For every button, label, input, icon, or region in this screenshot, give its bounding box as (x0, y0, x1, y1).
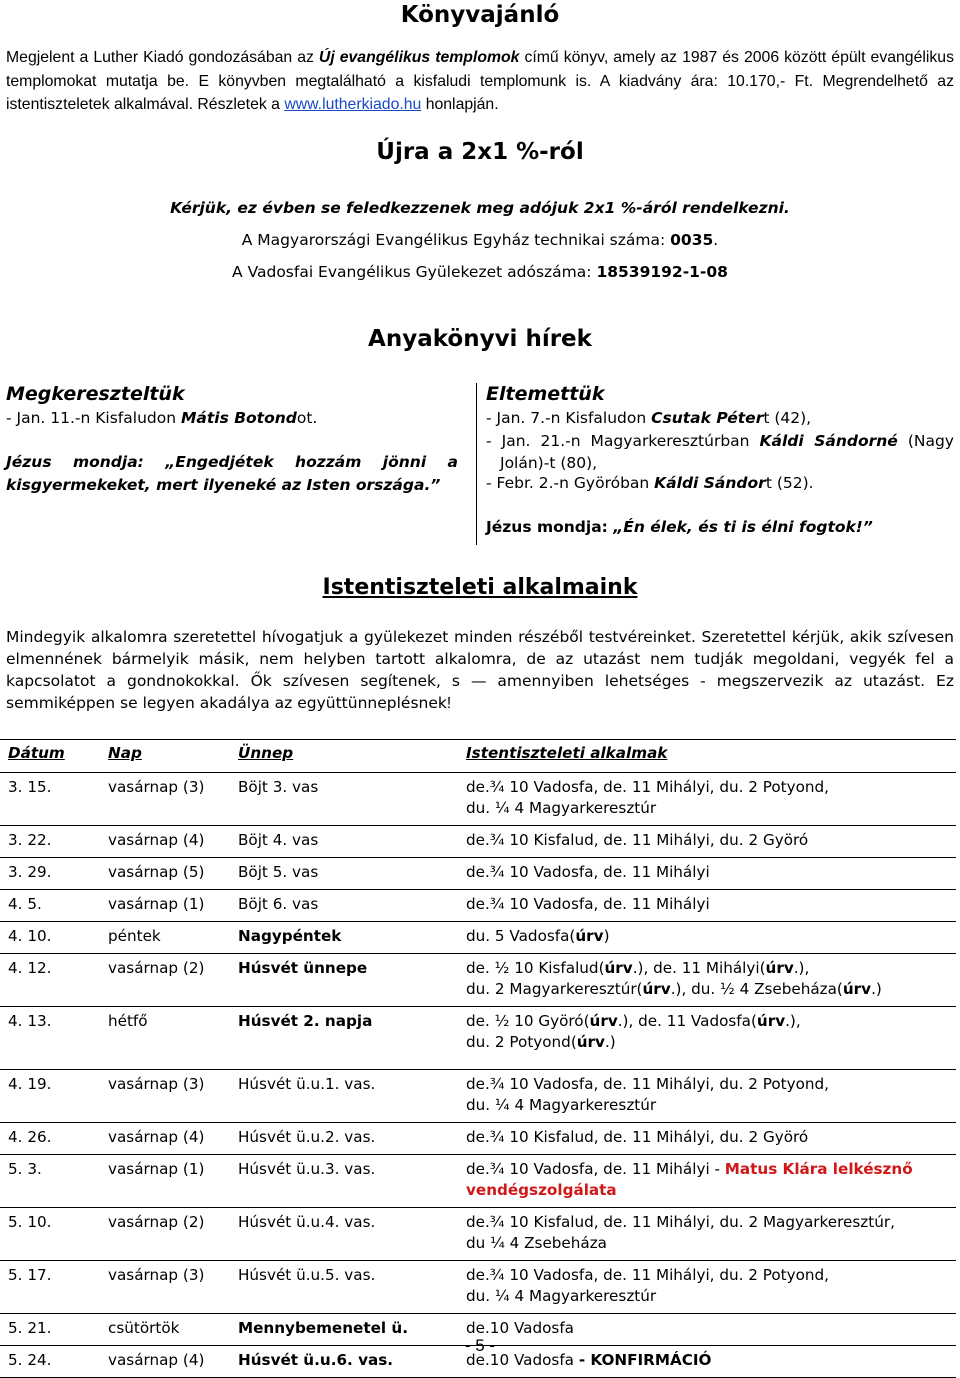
table-row: 5. 10. vasárnap (2) Húsvét ü.u.4. vas. de.¾ 10 Kisfalud, de. 11 Mihályi, du. 2 Magyarkeresztúr, du ¼ 4 Zsebeháza (0, 1208, 956, 1261)
book-paragraph (6, 46, 954, 117)
services-paragraph: Mindegyik alkalomra szeretettel hívogatjuk a gyülekezet minden részéből testvéreinket. Szeretettel kérjük, akik szívesen elmennének bármelyik másik, nem helyben tartott alkalomra, de az utazást nem tudják megoldani, vegyék fel a kapcsolatot a gondnokokkal. Ők szívesen segítenek, s — amennyiben lehetséges - megszervezik az utazást. Ez semmiképpen se legyen akadálya az együttünneplésnek! (6, 628, 954, 712)
header-feast: Ünnep (230, 740, 458, 773)
table-row: 5. 21. csütörtök Mennybemenetel ü. de.10 Vadosfa (0, 1314, 956, 1346)
table-row: 4. 26. vasárnap (4) Húsvét ü.u.2. vas. de.¾ 10 Kisfalud, de. 11 Mihályi, du. 2 Györó (0, 1123, 956, 1155)
book-section-title: Könyvajánló (400, 2, 560, 28)
buried-quote: Jézus mondja: „Én élek, és ti is élni fogtok!” (486, 518, 873, 536)
table-row: 5. 3. vasárnap (1) Húsvét ü.u.3. vas. de.¾ 10 Vadosfa, de. 11 Mihályi - Matus Klára lelkésznő vendégszolgálata (0, 1155, 956, 1208)
table-row: 3. 22. vasárnap (4) Böjt 4. vas de.¾ 10 Kisfalud, de. 11 Mihályi, du. 2 Györó (0, 826, 956, 858)
church-tax-number: A Magyarországi Evangélikus Egyház technikai száma: 0035. (241, 231, 719, 249)
header-date: Dátum (0, 740, 100, 773)
buried-heading: Eltemettük (486, 383, 605, 405)
book-title: Új evangélikus templomok (318, 49, 520, 66)
table-row: 4. 10. péntek Nagypéntek du. 5 Vadosfa(úrv) (0, 922, 956, 954)
table-header-row (0, 740, 956, 773)
guest-preacher-name: Matus Klára lelkésznő (724, 1160, 913, 1178)
header-day: Nap (100, 740, 230, 773)
table-row: 4. 13. hétfő Húsvét 2. napja de. ½ 10 Györó(úrv.), de. 11 Vadosfa(úrv.), du. 2 Potyond(úrv.) (0, 1007, 956, 1070)
table-row: 5. 24. vasárnap (4) Húsvét ü.u.6. vas. de.10 Vadosfa - KONFIRMÁCIÓ (0, 1346, 956, 1378)
table-row: 4. 5. vasárnap (1) Böjt 6. vas de.¾ 10 Vadosfa, de. 11 Mihályi (0, 890, 956, 922)
tax-section-title: Újra a 2x1 %-ról (376, 139, 584, 165)
buried-item-2: - Jan. 21.-n Magyarkeresztúrban Káldi Sándorné (Nagy Jolán)-t (80), (486, 432, 954, 472)
congregation-tax-number: A Vadosfai Evangélikus Gyülekezet adószáma: 18539192-1-08 (232, 263, 728, 281)
publisher-link[interactable]: www.lutherkiado.hu (284, 96, 422, 113)
baptized-quote: Jézus mondja: „Engedjétek hozzám jönni a kisgyermekeket, mert ilyeneké az Isten országa.” (6, 453, 458, 494)
page-number: - 5 - (464, 1336, 496, 1355)
table-row: 4. 12. vasárnap (2) Húsvét ünnepe de. ½ 10 Kisfalud(úrv.), de. 11 Mihályi(úrv.), du. 2 Magyarkeresztúr(úrv.), du. ½ 4 Zsebeháza(úrv.) (0, 954, 956, 1007)
table-row: 5. 17. vasárnap (3) Húsvét ü.u.5. vas. de.¾ 10 Vadosfa, de. 11 Mihályi, du. 2 Potyond, du. ¼ 4 Magyarkeresztúr (0, 1261, 956, 1314)
header-services: Istentiszteleti alkalmak (458, 740, 956, 773)
baptized-item: - Jan. 11.-n Kisfaludon Mátis Botondot. (6, 409, 318, 427)
buried-item-3: - Febr. 2.-n Györóban Káldi Sándort (52). (486, 474, 814, 492)
baptized-heading: Megkereszteltük (6, 383, 185, 405)
book-text-3: honlapján. (421, 96, 499, 113)
table-row: 3. 15. vasárnap (3) Böjt 3. vas de.¾ 10 Vadosfa, de. 11 Mihályi, du. 2 Potyond, du. ¼ 4 Magyarkeresztúr (0, 773, 956, 826)
column-divider (476, 383, 477, 545)
service-schedule-table (0, 739, 956, 1378)
buried-item-1: - Jan. 7.-n Kisfaludon Csutak Pétert (42), (486, 409, 812, 427)
book-text-1: Megjelent a Luther Kiadó gondozásában az (6, 49, 319, 66)
registry-section-title: Anyakönyvi hírek (368, 326, 592, 352)
tax-request: Kérjük, ez évben se feledkezzenek meg adójuk 2x1 %-áról rendelkezni. (170, 199, 790, 217)
table-row: 4. 19. vasárnap (3) Húsvét ü.u.1. vas. de.¾ 10 Vadosfa, de. 11 Mihályi, du. 2 Potyond, du. ¼ 4 Magyarkeresztúr (0, 1070, 956, 1123)
table-row: 3. 29. vasárnap (5) Böjt 5. vas de.¾ 10 Vadosfa, de. 11 Mihályi (0, 858, 956, 890)
book-text-2: című könyv, amely az 1987 és 2006 között épült evangélikus templomokat mutatja be. E könyvben megtalálható a kisfaludi templomunk is. A kiadvány ára: 10.170,- Ft. Megrendelhető az istentiszteletek alkalmával. Részletek a (6, 49, 954, 113)
services-section-title: Istentiszteleti alkalmaink (322, 575, 638, 600)
